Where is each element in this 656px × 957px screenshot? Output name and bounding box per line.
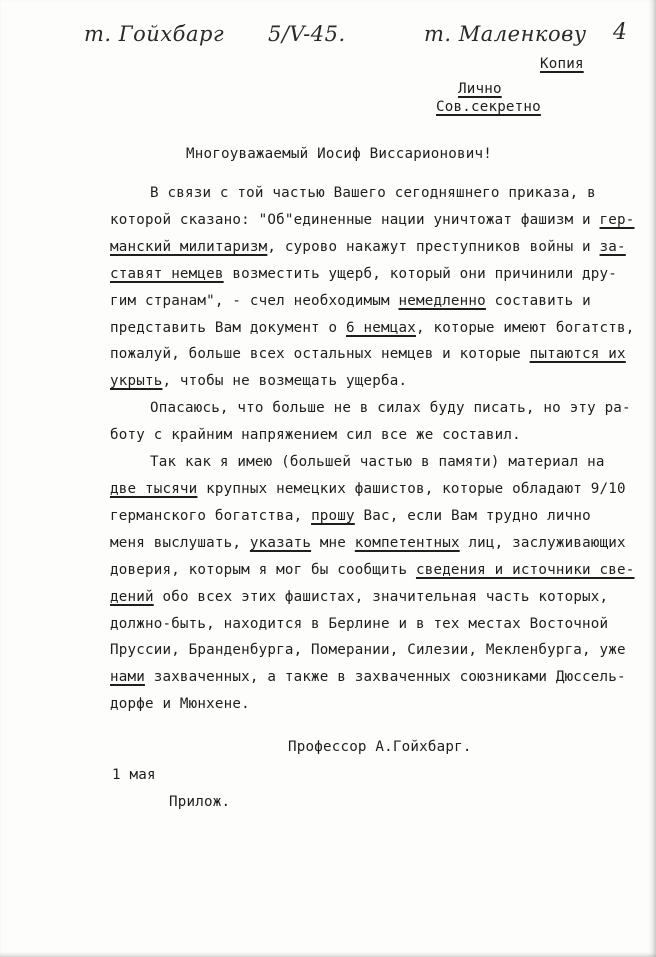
text: Опасаюсь, что больше не в силах буду писать, но эту ра- [150,400,631,417]
text: пожалуй, больше всех остальных немцев и которые [110,346,530,363]
text: В связи с той частью Вашего сегодняшнего приказа, в [150,185,596,201]
text: Вас, если Вам трудно лично [354,507,591,524]
text: гим странам", - счел необходимым [110,292,399,309]
body-line [110,395,630,422]
underlined-text: нами [110,669,145,686]
text: мне [311,534,355,551]
body-line [110,557,635,584]
body-line [110,611,630,638]
text: захваченных, а также в захваченных союзниками Дюссель- [144,669,626,686]
body-line [110,584,630,611]
body-line [110,234,630,261]
body-line [110,503,630,530]
text: представить Вам документ о [110,319,347,336]
text: которой сказано: "Об"единенные нации уничтожат фашизм и [110,211,600,228]
copy-mark: Копия [540,56,584,72]
text: , сурово накажут преступников войны и [267,238,600,255]
handwritten-to-malenkov: т. Маленкову [424,22,587,46]
letter-body [110,180,635,718]
text: германского богатства, [110,507,312,524]
body-line [110,180,630,207]
body-line [110,207,635,234]
underlined-text: гер- [599,211,635,228]
underlined-text: укрыть [110,373,163,390]
handwritten-addressee: т. Гойхбарг [84,22,225,46]
body-line [110,368,630,395]
underlined-text: немедленно [398,292,486,309]
secret-mark: Сов.секретно [436,99,541,115]
underlined-text: прошу [311,507,355,524]
text: , которые имеют богатств, [415,319,635,336]
text: должно-быть, находится в Берлине и в тех местах Восточной [110,615,609,632]
underlined-text: 6 немцах [346,319,416,336]
attachment-note: Прилож. [169,794,231,810]
underlined-text: указать [249,534,312,551]
underlined-text: сведения и источники све- [415,561,635,578]
body-line [110,341,630,368]
text: меня выслушать, [110,534,250,551]
handwritten-page-number: 4 [613,20,628,45]
underlined-text: ставят немцев [110,265,224,282]
text: Пруссии, Бранденбурга, Померании, Силезии, Мекленбурга, уже [110,642,626,659]
underlined-text: дений [110,588,154,605]
text: доверия, которым я мог бы сообщить [110,561,416,578]
underlined-text: две тысячи [110,480,198,497]
text: Так как я имею (большей частью в памяти) материал на [150,454,605,471]
text: , чтобы не возмещать ущерба. [162,373,408,390]
body-line [110,261,630,288]
text: обо всех этих фашистах, значительная часть которых, [153,588,609,605]
underlined-text: манский милитаризм [110,238,268,255]
body-line [110,637,630,664]
handwritten-date: 5/V-45. [268,22,346,46]
text: крупных немецких фашистов, которые обладают 9/10 [197,480,626,497]
text: лиц, заслуживающих [459,534,626,551]
body-line [110,476,630,503]
text: составить и [485,292,591,309]
personal-mark: Лично [458,81,502,97]
body-line [110,288,630,315]
underlined-text: за- [599,238,626,255]
text: дорфе и Мюнхене. [110,696,250,713]
body-line [110,449,630,476]
greeting: Многоуважаемый Иосиф Виссарионович! [186,146,492,162]
body-line [110,664,630,691]
body-line [110,530,630,557]
letter-date: 1 мая [112,767,156,783]
text: возместить ущерб, который они причинили дру- [223,265,618,282]
body-line [110,315,635,342]
body-line [110,691,630,718]
signature: Профессор А.Гойхбарг. [288,739,472,755]
underlined-text: компетентных [354,534,460,551]
text: боту с крайним напряжением сил все же составил. [110,427,521,444]
body-line [110,422,630,449]
underlined-text: пытаются их [529,346,626,363]
